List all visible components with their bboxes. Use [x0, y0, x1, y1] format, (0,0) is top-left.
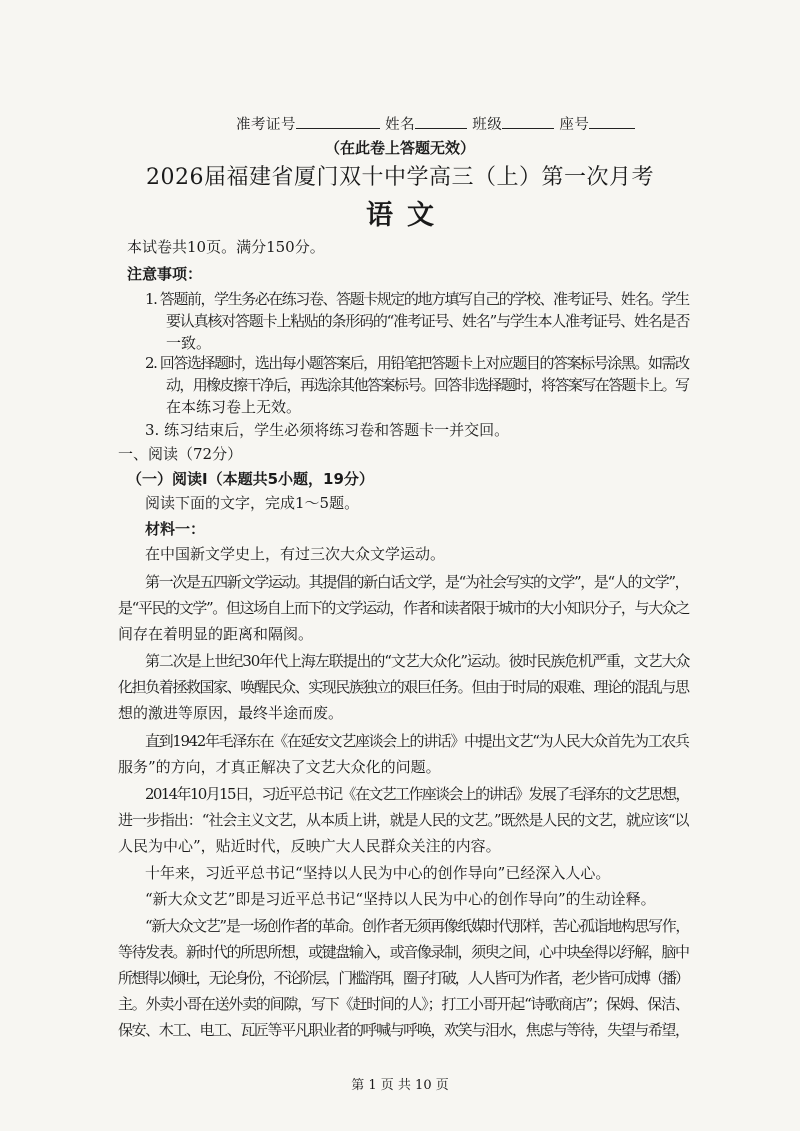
passage-p4-line-1: 直到1942年毛泽东在《在延安文艺座谈会上的讲话》中提出文艺“为人民大众首先为工农兵 [145, 732, 689, 750]
passage-p5-line-2: 进一步指出：“社会主义文艺，从本质上讲，就是人民的文艺。”既然是人民的文艺，就应该“以 [118, 811, 689, 829]
reading-instruction: 阅读下面的文字，完成1～5题。 [145, 494, 360, 512]
passage-p2-line-2: 是“平民的文学”。但这场自上而下的文学运动，作者和读者限于城市的大小知识分子，与大众之 [118, 599, 689, 617]
passage-p5-line-3: 人民为中心”，贴近时代，反映广大人民群众关注的内容。 [118, 837, 501, 855]
passage-paragraph-1: 在中国新文学史上，有过三次大众文学运动。 [145, 545, 446, 563]
sub-section-heading: （一）阅读Ⅰ（本题共5小题，19分） [127, 470, 374, 488]
admission-number-label: 准考证号 [236, 117, 296, 133]
note-item-2-line-1: 2. 回答选择题时，选出每小题答案后，用铅笔把答题卡上对应题目的答案标号涂黑。如需改 [145, 354, 689, 372]
passage-p3-line-2: 化担负着拯救国家、唤醒民众、实现民族独立的艰巨任务。但由于时局的艰难、理论的混乱与思 [118, 678, 689, 696]
note-item-2-line-2: 动，用橡皮擦干净后，再选涂其他答案标号。回答非选择题时，将答案写在答题卡上。写 [166, 376, 689, 394]
paper-summary: 本试卷共10页。满分150分。 [127, 238, 325, 256]
passage-p3-line-3: 想的激进等原因，最终半途而废。 [118, 704, 344, 722]
name-blank [415, 114, 467, 129]
class-blank [502, 114, 554, 129]
class-label: 班级 [472, 117, 503, 133]
material-label: 材料一： [145, 520, 206, 538]
passage-p2-line-3: 间存在着明显的距离和隔阂。 [118, 625, 314, 643]
passage-p8-line-5: 保安、木工、电工、瓦匠等平凡职业者的呼喊与呼唤，欢笑与泪水，焦虑与等待，失望与希望， [118, 1021, 689, 1039]
admission-number-blank [296, 114, 380, 129]
note-item-1-line-1: 1. 答题前，学生务必在练习卷、答题卡规定的地方填写自己的学校、准考证号、姓名。学生 [145, 290, 689, 308]
passage-p8-line-3: 所想得以倾吐，无论身份，不论阶层，门槛消弭，圈子打破，人人皆可为作者，老少皆可成博（播） [118, 969, 688, 987]
seat-blank [589, 114, 635, 129]
subject-title: 语文 [366, 200, 448, 231]
section-heading: 一、阅读（72分） [118, 445, 243, 463]
invalid-answer-note: （在此卷上答题无效） [324, 139, 475, 157]
passage-p8-line-4: 主。外卖小哥在送外卖的间隙，写下《赶时间的人》；打工小哥开起“诗歌商店”；保姆、保洁、 [118, 995, 689, 1013]
passage-paragraph-7: “新大众文艺”即是习近平总书记“坚持以人民为中心的创作导向”的生动诠释。 [145, 890, 656, 908]
notes-heading: 注意事项： [127, 265, 203, 283]
passage-paragraph-6: 十年来，习近平总书记“坚持以人民为中心的创作导向”已经深入人心。 [145, 864, 611, 882]
note-item-2-line-3: 在本练习卷上无效。 [166, 398, 302, 416]
exam-title: 2026届福建省厦门双十中学高三（上）第一次月考 [146, 165, 654, 190]
seat-label: 座号 [559, 117, 590, 133]
passage-p4-line-2: 服务”的方向，才真正解决了文艺大众化的问题。 [118, 758, 441, 776]
passage-p3-line-1: 第二次是上世纪30年代上海左联提出的“文艺大众化”运动。彼时民族危机严重，文艺大众 [145, 652, 690, 670]
passage-p2-line-1: 第一次是五四新文学运动。其提倡的新白话文学，是“为社会写实的文学”，是“人的文学”， [145, 573, 689, 591]
note-item-1-line-3: 一致。 [166, 334, 212, 352]
note-item-1-line-2: 要认真核对答题卡上粘贴的条形码的“准考证号、姓名”与学生本人准考证号、姓名是否 [166, 312, 690, 330]
page-footer: 第 1 页 共 10 页 [351, 1078, 449, 1093]
passage-p5-line-1: 2014年10月15日，习近平总书记《在文艺工作座谈会上的讲话》发展了毛泽东的文艺思想， [145, 785, 689, 803]
name-label: 姓名 [385, 117, 416, 133]
student-info-line [236, 113, 635, 134]
passage-p8-line-2: 等待发表。新时代的所思所想，或键盘输入，或音像录制，须臾之间，心中块垒得以纾解，脑中 [118, 943, 689, 961]
note-item-3-line-1: 3. 练习结束后，学生必须将练习卷和答题卡一并交回。 [145, 421, 510, 439]
passage-p8-line-1: “新大众文艺”是一场创作者的革命。创作者无须再像纸媒时代那样，苦心孤诣地构思写作， [145, 917, 689, 935]
